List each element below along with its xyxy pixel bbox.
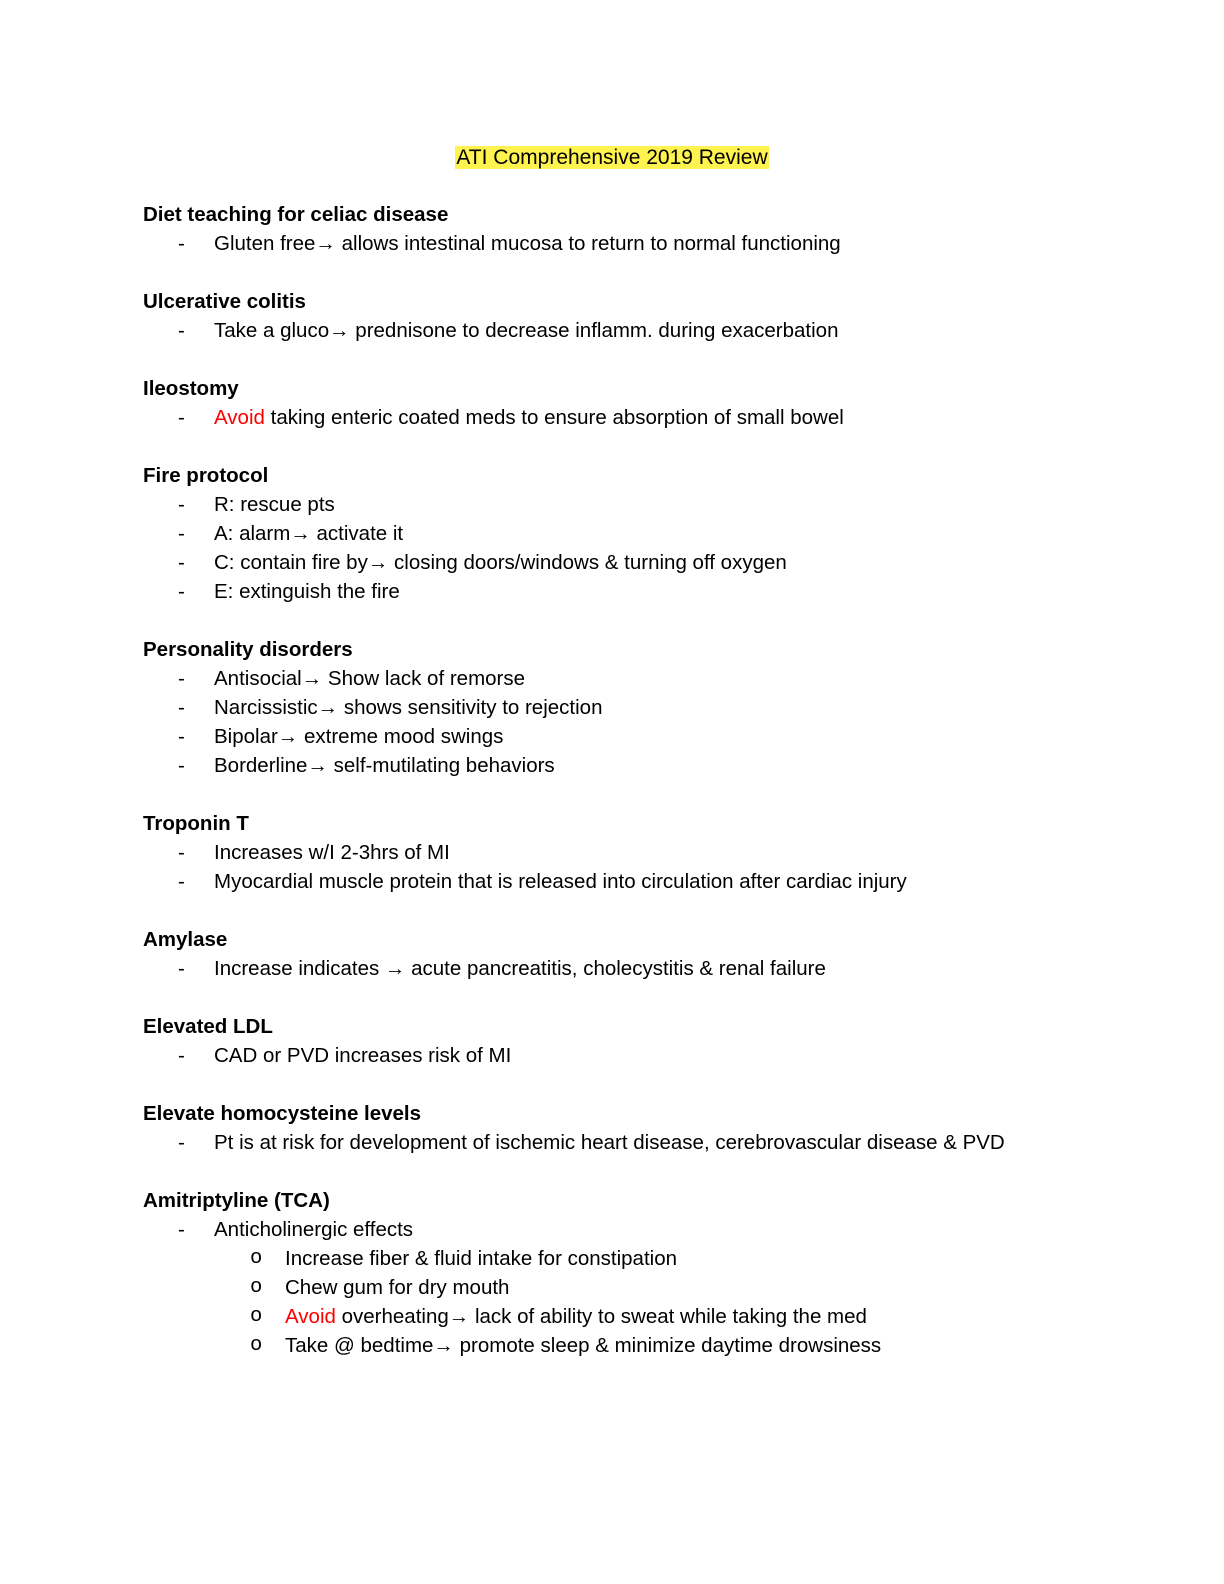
section-heading: Personality disorders — [143, 638, 353, 661]
list-item — [143, 229, 1143, 258]
item-text: Chew gum for dry mouth — [285, 1276, 510, 1299]
circle-bullet: o — [250, 1247, 263, 1270]
item-text: Bipolar→ extreme mood swings — [214, 725, 504, 748]
list-item — [143, 548, 1143, 577]
list-item — [143, 1128, 1143, 1157]
list-item — [143, 490, 1143, 519]
dash-bullet: - — [178, 725, 185, 748]
list-item — [143, 1215, 1143, 1244]
warning-word: Avoid — [214, 406, 265, 429]
dash-bullet: - — [178, 667, 185, 690]
section-heading: Ulcerative colitis — [143, 290, 306, 313]
dash-bullet: - — [178, 1218, 185, 1241]
circle-bullet: o — [250, 1334, 263, 1357]
list-item — [143, 838, 1143, 867]
item-text: R: rescue pts — [214, 493, 335, 516]
section-heading: Fire protocol — [143, 464, 269, 487]
list-item — [143, 664, 1143, 693]
item-text: Narcissistic→ shows sensitivity to rejection — [214, 696, 603, 719]
section-ileostomy — [143, 374, 1143, 432]
dash-bullet: - — [178, 841, 185, 864]
item-text: overheating→ lack of ability to sweat while taking the med — [335, 1305, 867, 1328]
list-item — [143, 693, 1143, 722]
section-heading: Diet teaching for celiac disease — [143, 203, 449, 226]
section-personality-disorders — [143, 635, 1143, 780]
item-text: Take a gluco→ prednisone to decrease inflamm. during exacerbation — [214, 319, 839, 342]
item-text: Pt is at risk for development of ischemic heart disease, cerebrovascular disease & PVD — [214, 1131, 1005, 1154]
dash-bullet: - — [178, 1131, 185, 1154]
list-item — [143, 954, 1143, 983]
list-item — [143, 316, 1143, 345]
document-title-text: ATI Comprehensive 2019 Review — [456, 146, 768, 169]
dash-bullet: - — [178, 957, 185, 980]
dash-bullet: - — [178, 870, 185, 893]
item-text: Increases w/I 2-3hrs of MI — [214, 841, 450, 864]
item-text: A: alarm→ activate it — [214, 522, 404, 545]
circle-bullet: o — [250, 1276, 263, 1299]
dash-bullet: - — [178, 1044, 185, 1067]
section-homocysteine — [143, 1099, 1143, 1157]
section-heading: Ileostomy — [143, 377, 239, 400]
list-item — [143, 577, 1143, 606]
section-ldl — [143, 1012, 1143, 1070]
item-text: Borderline→ self-mutilating behaviors — [214, 754, 555, 777]
dash-bullet: - — [178, 493, 185, 516]
item-text: taking enteric coated meds to ensure absorption of small bowel — [264, 406, 844, 429]
item-text: Increase indicates → acute pancreatitis, cholecystitis & renal failure — [214, 957, 826, 980]
dash-bullet: - — [178, 406, 185, 429]
warning-word: Avoid — [285, 1305, 336, 1328]
item-text: CAD or PVD increases risk of MI — [214, 1044, 512, 1067]
item-text: C: contain fire by→ closing doors/windows & turning off oxygen — [214, 551, 787, 574]
list-item — [143, 519, 1143, 548]
section-heading: Amylase — [143, 928, 228, 951]
section-heading: Elevate homocysteine levels — [143, 1102, 422, 1125]
section-amylase — [143, 925, 1143, 983]
dash-bullet: - — [178, 754, 185, 777]
dash-bullet: - — [178, 522, 185, 545]
dash-bullet: - — [178, 319, 185, 342]
item-text: Gluten free→ allows intestinal mucosa to return to normal functioning — [214, 232, 841, 255]
item-text: Increase fiber & fluid intake for constipation — [285, 1247, 677, 1270]
section-ulcerative-colitis — [143, 287, 1143, 345]
document-title — [0, 144, 1224, 172]
item-text: E: extinguish the fire — [214, 580, 400, 603]
item-text: Anticholinergic effects — [214, 1218, 414, 1241]
section-heading: Elevated LDL — [143, 1015, 273, 1038]
dash-bullet: - — [178, 551, 185, 574]
dash-bullet: - — [178, 580, 185, 603]
section-fire-protocol — [143, 461, 1143, 606]
circle-bullet: o — [250, 1305, 263, 1328]
list-item — [143, 403, 1143, 432]
sub-list-item — [143, 1331, 1143, 1360]
section-heading: Amitriptyline (TCA) — [143, 1189, 330, 1212]
section-celiac — [143, 200, 1143, 258]
dash-bullet: - — [178, 232, 185, 255]
document-body — [143, 200, 1143, 1389]
dash-bullet: - — [178, 696, 185, 719]
section-amitriptyline — [143, 1186, 1143, 1360]
sub-list-item — [143, 1273, 1143, 1302]
list-item — [143, 722, 1143, 751]
item-text: Myocardial muscle protein that is released into circulation after cardiac injury — [214, 870, 907, 893]
sub-list-item — [143, 1244, 1143, 1273]
section-troponin — [143, 809, 1143, 896]
list-item — [143, 1041, 1143, 1070]
sub-list-item — [143, 1302, 1143, 1331]
list-item — [143, 867, 1143, 896]
item-text: Take @ bedtime→ promote sleep & minimize daytime drowsiness — [285, 1334, 882, 1357]
list-item — [143, 751, 1143, 780]
item-text: Antisocial→ Show lack of remorse — [214, 667, 526, 690]
section-heading: Troponin T — [143, 812, 249, 835]
